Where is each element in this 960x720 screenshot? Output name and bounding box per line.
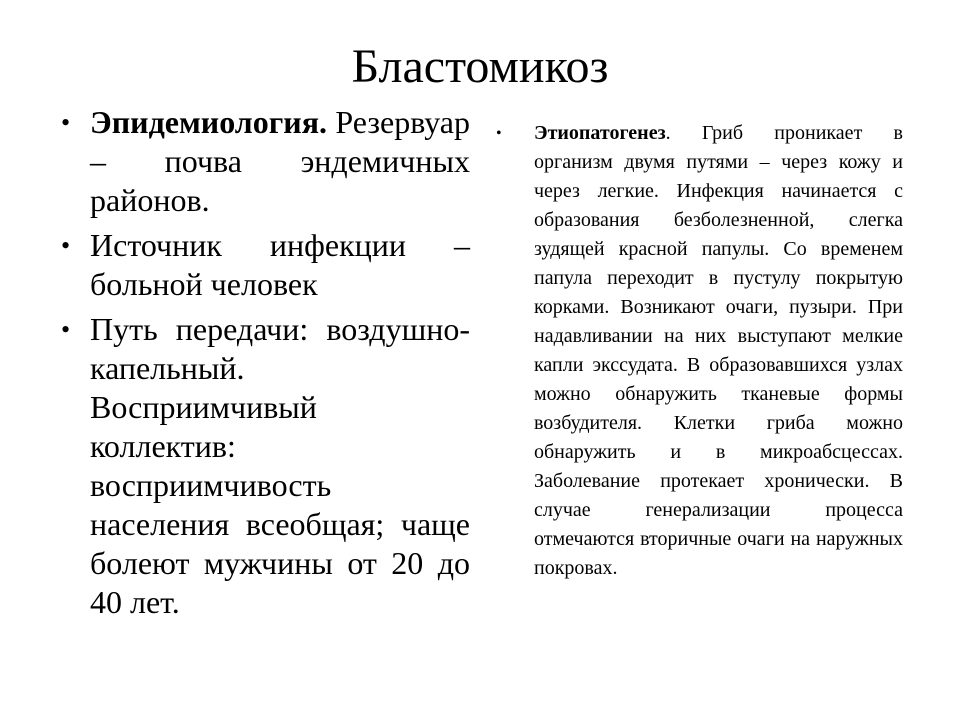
bullet-icon: • bbox=[61, 108, 71, 137]
left-column-list bbox=[62, 103, 470, 628]
infection-source-text: Источник инфекции – больной человек bbox=[90, 227, 470, 302]
epidemiology-heading: Эпидемиология. bbox=[90, 104, 328, 140]
epidemiology-text: Резервуар – почва эндемичных районов. bbox=[90, 104, 470, 218]
etiopathogenesis-heading: Этиопатогенез bbox=[534, 122, 666, 144]
list-item-etiopathogenesis bbox=[496, 119, 903, 583]
bullet-icon: • bbox=[61, 231, 71, 260]
list-item-infection-source bbox=[62, 226, 470, 304]
slide-title: Бластомикоз bbox=[351, 40, 609, 93]
etiopathogenesis-text: . Гриб проникает в организм двумя путями – через кожу и через легкие. Инфекция начинается с образования безболезненной, слегка зудящей красной папулы. Со временем папула переходит в пустулу покрытую корками. Возникают очаги, пузыри. При надавливании на них выступают мелкие капли экссудата. В образовавшихся узлах можно обнаружить тканевые формы возбудителя. Клетки гриба можно обнаружить и в микроабсцессах. Заболевание протекает хронически. В случае генерализации процесса отмечаются вторичные очаги на наружных покровах. bbox=[534, 122, 903, 579]
bullet-icon: • bbox=[61, 315, 71, 344]
bullet-icon: • bbox=[496, 125, 502, 142]
list-item-epidemiology bbox=[62, 103, 470, 220]
right-column-list bbox=[496, 119, 903, 583]
transmission-text: Путь передачи: воздушно-капельный. Восприимчивый коллектив: восприимчивость населения всеобщая; чаще болеют мужчины от 20 до 40 лет. bbox=[90, 311, 470, 620]
list-item-transmission bbox=[62, 310, 470, 622]
